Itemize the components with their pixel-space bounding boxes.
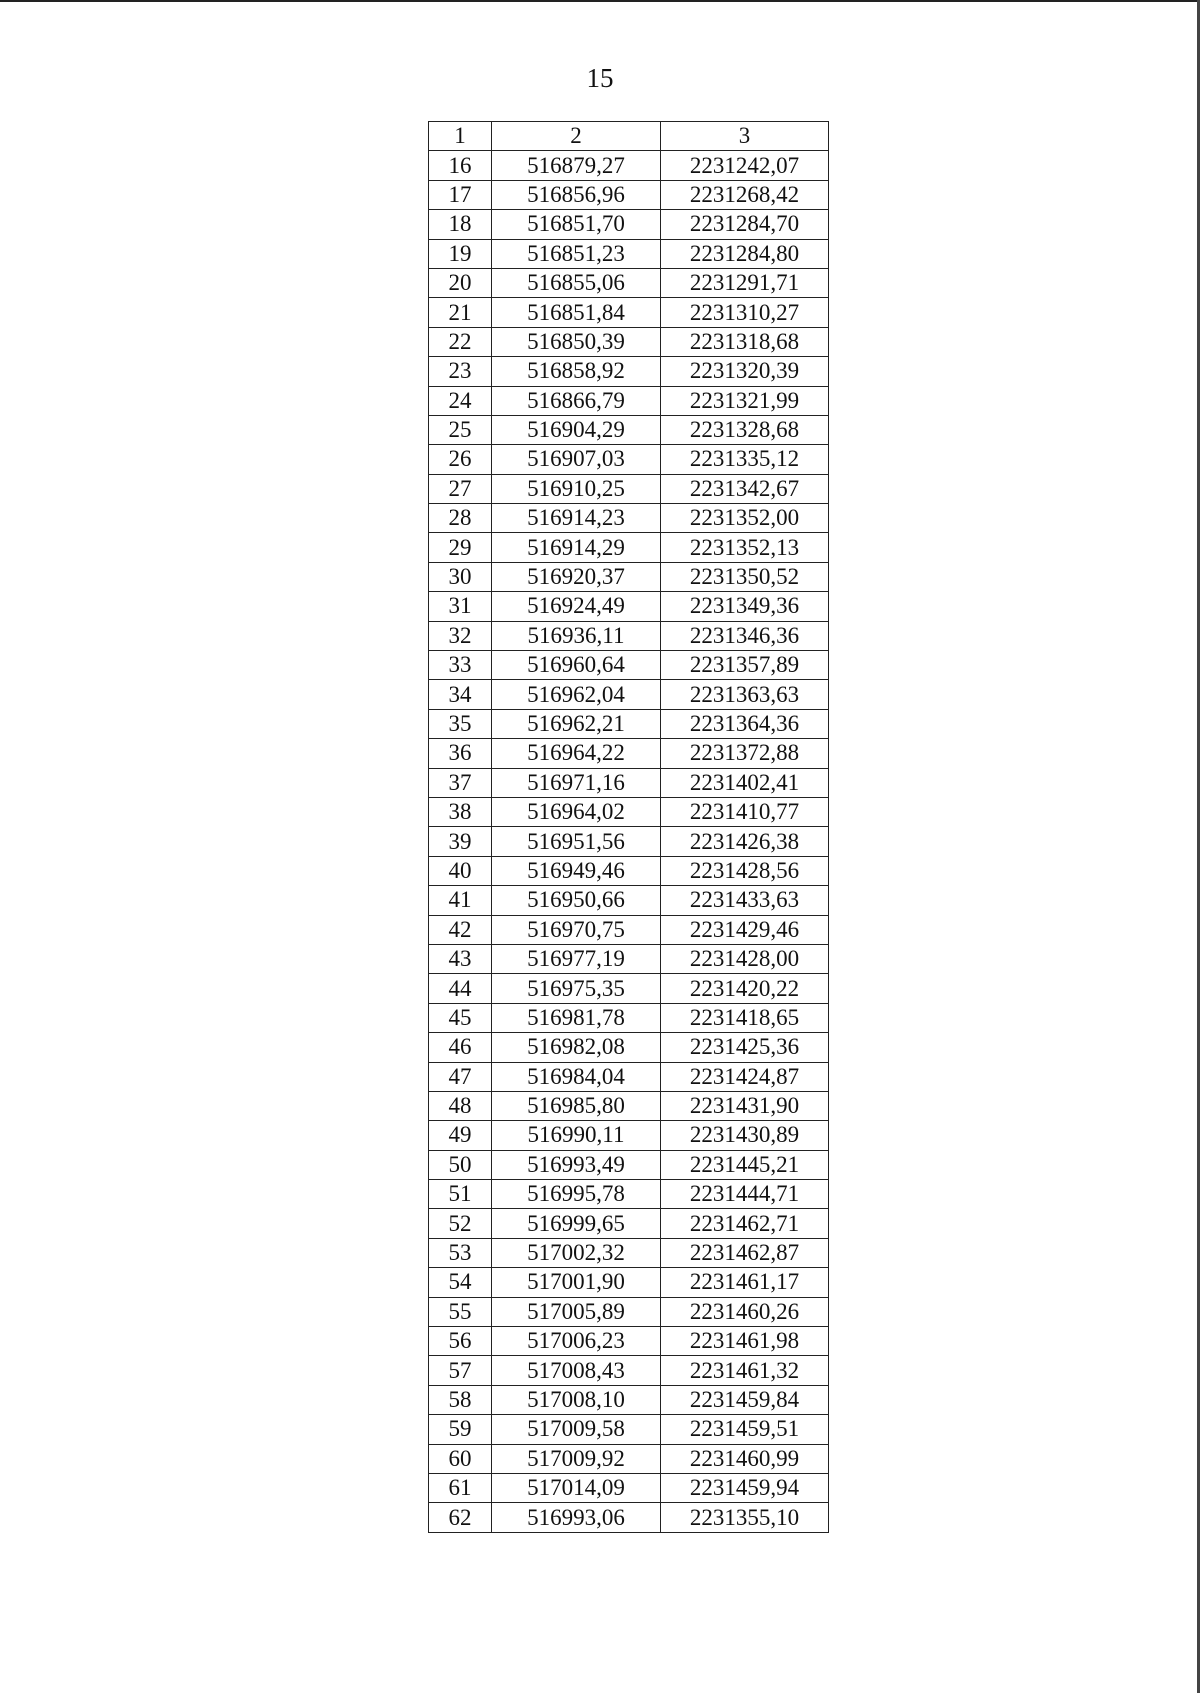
table-row [429,268,829,297]
page-number: 15 [586,63,614,93]
x-coordinate-cell: 517002,32 [492,1238,661,1267]
point-number-cell: 51 [429,1180,492,1209]
point-number-cell: 59 [429,1415,492,1444]
y-coordinate-cell: 2231357,89 [661,651,829,680]
x-coordinate-cell: 516999,65 [492,1209,661,1238]
x-coordinate-cell: 516914,29 [492,533,661,562]
x-coordinate-cell: 516850,39 [492,327,661,356]
y-coordinate-cell: 2231424,87 [661,1062,829,1091]
table-row [429,1238,829,1267]
point-number-cell: 47 [429,1062,492,1091]
table-row [429,709,829,738]
point-number-cell: 44 [429,974,492,1003]
y-coordinate-cell: 2231459,94 [661,1473,829,1502]
x-coordinate-cell: 516914,23 [492,504,661,533]
table-row [429,739,829,768]
point-number-cell: 32 [429,621,492,650]
table-row [429,562,829,591]
point-number-cell: 46 [429,1033,492,1062]
y-coordinate-cell: 2231461,17 [661,1268,829,1297]
table-row [429,621,829,650]
x-coordinate-cell: 517001,90 [492,1268,661,1297]
point-number-cell: 41 [429,886,492,915]
table-row [429,1121,829,1150]
table-row [429,1209,829,1238]
scan-edge-top [0,0,1200,2]
point-number-cell: 16 [429,151,492,180]
y-coordinate-cell: 2231320,39 [661,357,829,386]
y-coordinate-cell: 2231284,80 [661,239,829,268]
table-row [429,1033,829,1062]
point-number-cell: 21 [429,298,492,327]
table-row [429,1327,829,1356]
x-coordinate-cell: 516920,37 [492,562,661,591]
y-coordinate-cell: 2231420,22 [661,974,829,1003]
point-number-cell: 60 [429,1444,492,1473]
x-coordinate-cell: 517009,58 [492,1415,661,1444]
y-coordinate-cell: 2231328,68 [661,415,829,444]
table-row [429,944,829,973]
x-coordinate-cell: 516858,92 [492,357,661,386]
table-row [429,768,829,797]
x-coordinate-cell: 516964,22 [492,739,661,768]
table-row [429,151,829,180]
x-coordinate-cell: 516975,35 [492,974,661,1003]
table-row [429,1268,829,1297]
x-coordinate-cell: 516910,25 [492,474,661,503]
point-number-cell: 26 [429,445,492,474]
x-coordinate-cell: 516907,03 [492,445,661,474]
x-coordinate-cell: 516851,84 [492,298,661,327]
y-coordinate-cell: 2231268,42 [661,180,829,209]
table-row [429,504,829,533]
y-coordinate-cell: 2231459,51 [661,1415,829,1444]
point-number-cell: 23 [429,357,492,386]
y-coordinate-cell: 2231318,68 [661,327,829,356]
point-number-cell: 56 [429,1327,492,1356]
table-row [429,1385,829,1414]
table-row [429,1003,829,1032]
table-row [429,1091,829,1120]
x-coordinate-cell: 517005,89 [492,1297,661,1326]
table-row [429,474,829,503]
y-coordinate-cell: 2231428,56 [661,856,829,885]
point-number-cell: 36 [429,739,492,768]
header-cell-3: 3 [661,122,829,151]
x-coordinate-cell: 516949,46 [492,856,661,885]
table-row [429,1297,829,1326]
point-number-cell: 57 [429,1356,492,1385]
table-row [429,327,829,356]
y-coordinate-cell: 2231461,98 [661,1327,829,1356]
point-number-cell: 18 [429,210,492,239]
table-row [429,415,829,444]
y-coordinate-cell: 2231461,32 [661,1356,829,1385]
y-coordinate-cell: 2231364,36 [661,709,829,738]
table-row [429,1062,829,1091]
point-number-cell: 17 [429,180,492,209]
y-coordinate-cell: 2231349,36 [661,592,829,621]
header-cell-1: 1 [429,122,492,151]
x-coordinate-cell: 516851,23 [492,239,661,268]
table-row [429,1150,829,1179]
table-row [429,386,829,415]
x-coordinate-cell: 516985,80 [492,1091,661,1120]
y-coordinate-cell: 2231428,00 [661,944,829,973]
point-number-cell: 45 [429,1003,492,1032]
table-row [429,974,829,1003]
point-number-cell: 35 [429,709,492,738]
y-coordinate-cell: 2231431,90 [661,1091,829,1120]
point-number-cell: 61 [429,1473,492,1502]
point-number-cell: 27 [429,474,492,503]
point-number-cell: 58 [429,1385,492,1414]
y-coordinate-cell: 2231426,38 [661,827,829,856]
point-number-cell: 33 [429,651,492,680]
header-cell-2: 2 [492,122,661,151]
y-coordinate-cell: 2231444,71 [661,1180,829,1209]
x-coordinate-cell: 516962,21 [492,709,661,738]
table-row [429,856,829,885]
point-number-cell: 22 [429,327,492,356]
x-coordinate-cell: 516962,04 [492,680,661,709]
point-number-cell: 38 [429,797,492,826]
y-coordinate-cell: 2231445,21 [661,1150,829,1179]
point-number-cell: 52 [429,1209,492,1238]
x-coordinate-cell: 516981,78 [492,1003,661,1032]
y-coordinate-cell: 2231460,26 [661,1297,829,1326]
x-coordinate-cell: 517008,10 [492,1385,661,1414]
x-coordinate-cell: 516950,66 [492,886,661,915]
point-number-cell: 30 [429,562,492,591]
table-header [429,122,829,151]
y-coordinate-cell: 2231429,46 [661,915,829,944]
table-row [429,1180,829,1209]
x-coordinate-cell: 516971,16 [492,768,661,797]
table-row [429,797,829,826]
x-coordinate-cell: 516866,79 [492,386,661,415]
x-coordinate-cell: 516904,29 [492,415,661,444]
table-row [429,827,829,856]
table-row [429,1503,829,1532]
x-coordinate-cell: 516879,27 [492,151,661,180]
table-row [429,1444,829,1473]
x-coordinate-cell: 516993,06 [492,1503,661,1532]
table-row [429,886,829,915]
table-row [429,357,829,386]
point-number-cell: 49 [429,1121,492,1150]
x-coordinate-cell: 517008,43 [492,1356,661,1385]
point-number-cell: 40 [429,856,492,885]
x-coordinate-cell: 516984,04 [492,1062,661,1091]
y-coordinate-cell: 2231284,70 [661,210,829,239]
x-coordinate-cell: 516936,11 [492,621,661,650]
y-coordinate-cell: 2231310,27 [661,298,829,327]
point-number-cell: 19 [429,239,492,268]
x-coordinate-cell: 517006,23 [492,1327,661,1356]
point-number-cell: 62 [429,1503,492,1532]
point-number-cell: 29 [429,533,492,562]
point-number-cell: 55 [429,1297,492,1326]
y-coordinate-cell: 2231433,63 [661,886,829,915]
y-coordinate-cell: 2231418,65 [661,1003,829,1032]
table-row [429,298,829,327]
table-row [429,1473,829,1502]
point-number-cell: 42 [429,915,492,944]
point-number-cell: 43 [429,944,492,973]
y-coordinate-cell: 2231352,00 [661,504,829,533]
point-number-cell: 25 [429,415,492,444]
y-coordinate-cell: 2231321,99 [661,386,829,415]
table-row [429,680,829,709]
x-coordinate-cell: 516990,11 [492,1121,661,1150]
y-coordinate-cell: 2231335,12 [661,445,829,474]
table-body [429,151,829,1532]
table-header-row [429,122,829,151]
point-number-cell: 34 [429,680,492,709]
x-coordinate-cell: 517009,92 [492,1444,661,1473]
y-coordinate-cell: 2231355,10 [661,1503,829,1532]
point-number-cell: 28 [429,504,492,533]
point-number-cell: 54 [429,1268,492,1297]
x-coordinate-cell: 516960,64 [492,651,661,680]
y-coordinate-cell: 2231410,77 [661,797,829,826]
x-coordinate-cell: 517014,09 [492,1473,661,1502]
point-number-cell: 24 [429,386,492,415]
y-coordinate-cell: 2231342,67 [661,474,829,503]
table-row [429,651,829,680]
point-number-cell: 53 [429,1238,492,1267]
table-row [429,210,829,239]
table-row [429,180,829,209]
x-coordinate-cell: 516970,75 [492,915,661,944]
y-coordinate-cell: 2231402,41 [661,768,829,797]
y-coordinate-cell: 2231462,87 [661,1238,829,1267]
table-row [429,533,829,562]
y-coordinate-cell: 2231460,99 [661,1444,829,1473]
table-row [429,1356,829,1385]
x-coordinate-cell: 516855,06 [492,268,661,297]
y-coordinate-cell: 2231459,84 [661,1385,829,1414]
y-coordinate-cell: 2231425,36 [661,1033,829,1062]
y-coordinate-cell: 2231363,63 [661,680,829,709]
y-coordinate-cell: 2231372,88 [661,739,829,768]
y-coordinate-cell: 2231291,71 [661,268,829,297]
x-coordinate-cell: 516951,56 [492,827,661,856]
x-coordinate-cell: 516995,78 [492,1180,661,1209]
table-row [429,445,829,474]
y-coordinate-cell: 2231242,07 [661,151,829,180]
x-coordinate-cell: 516977,19 [492,944,661,973]
x-coordinate-cell: 516856,96 [492,180,661,209]
point-number-cell: 48 [429,1091,492,1120]
point-number-cell: 50 [429,1150,492,1179]
x-coordinate-cell: 516924,49 [492,592,661,621]
y-coordinate-cell: 2231430,89 [661,1121,829,1150]
table-row [429,239,829,268]
point-number-cell: 39 [429,827,492,856]
y-coordinate-cell: 2231350,52 [661,562,829,591]
x-coordinate-cell: 516993,49 [492,1150,661,1179]
x-coordinate-cell: 516982,08 [492,1033,661,1062]
table-row [429,592,829,621]
x-coordinate-cell: 516964,02 [492,797,661,826]
y-coordinate-cell: 2231346,36 [661,621,829,650]
point-number-cell: 20 [429,268,492,297]
table-row [429,1415,829,1444]
y-coordinate-cell: 2231462,71 [661,1209,829,1238]
coordinates-table [428,121,829,1533]
x-coordinate-cell: 516851,70 [492,210,661,239]
point-number-cell: 37 [429,768,492,797]
table-row [429,915,829,944]
point-number-cell: 31 [429,592,492,621]
y-coordinate-cell: 2231352,13 [661,533,829,562]
